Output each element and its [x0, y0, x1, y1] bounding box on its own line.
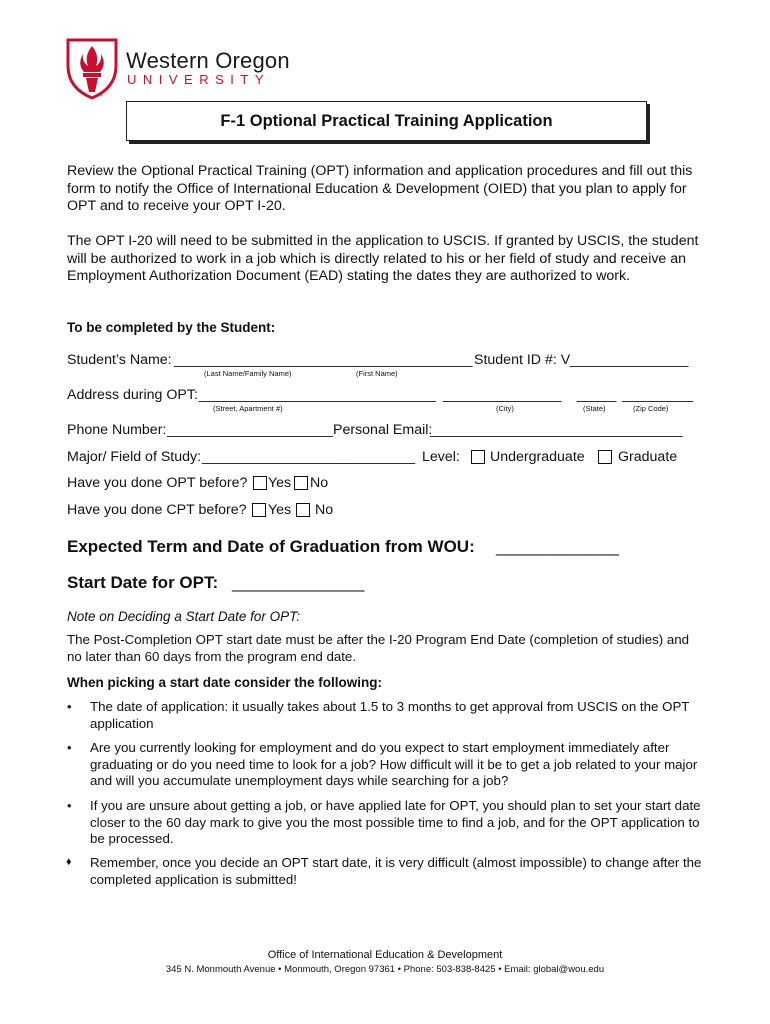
bullet-item-3: If you are unsure about getting a job, or have applied late for OPT, you should plan to set your start date closer to the 60 day mark to give you the most possible time to find a job, and for the OPT application to be processed.	[90, 798, 701, 846]
street-hint: (Street, Apartment #)	[213, 404, 283, 413]
opt-no-label: No	[310, 475, 329, 491]
graduation-date-label: Expected Term and Date of Graduation from WOU:	[67, 537, 475, 556]
bullet-marker: •	[67, 740, 72, 755]
bullet-marker: •	[67, 699, 72, 714]
cpt-before-question: Have you done CPT before?	[67, 502, 247, 518]
zip-hint: (Zip Code)	[633, 404, 669, 413]
email-field[interactable]: ________________________________	[430, 422, 683, 438]
university-torch-logo	[64, 36, 120, 102]
bullet-marker: •	[67, 798, 72, 813]
address-city-field[interactable]: _______________	[443, 387, 562, 403]
opt-before-question: Have you done OPT before?	[67, 475, 248, 491]
student-section-heading: To be completed by the Student:	[67, 320, 276, 335]
address-label: Address during OPT:	[67, 387, 198, 403]
note-heading: Note on Deciding a Start Date for OPT:	[67, 609, 301, 624]
level-label: Level:	[422, 449, 460, 465]
address-street-field[interactable]: ______________________________	[199, 387, 436, 403]
opt-yes-checkbox[interactable]	[253, 476, 267, 490]
intro-paragraph-1: Review the Optional Practical Training (OPT) information and application procedures and fill out this form to notify the Office of International Education & Development (OIED) that you plan to apply for OPT and to receive your OPT I-20.	[67, 163, 693, 215]
note-text: The Post-Completion OPT start date must be after the I-20 Program End Date (completion of studies) and no later than 60 days from the program end date.	[67, 632, 690, 664]
level-undergraduate-label: Undergraduate	[490, 449, 585, 465]
cpt-yes-label: Yes	[268, 502, 292, 518]
major-label: Major/ Field of Study:	[67, 449, 202, 465]
opt-yes-label: Yes	[268, 475, 292, 491]
consider-heading: When picking a start date consider the following:	[67, 675, 383, 690]
opt-start-date-field[interactable]: ______________	[232, 573, 365, 592]
bullet-item-2: Are you currently looking for employment and do you expect to start employment immediately after graduating or do you need time to look for a job? How difficult will it be to get a job related to your major and will you accumulate unemployment days while searching for a job?	[90, 740, 698, 788]
email-label: Personal Email:	[333, 422, 433, 438]
opt-no-checkbox[interactable]	[294, 476, 308, 490]
bullet-item-4: Remember, once you decide an OPT start date, it is very difficult (almost impossible) to change after the completed application is submitted!	[90, 855, 702, 887]
form-title: F-1 Optional Practical Training Application	[126, 101, 647, 141]
opt-start-date-label: Start Date for OPT:	[67, 573, 219, 592]
bullet-marker-diamond: ♦	[66, 856, 72, 868]
level-undergraduate-checkbox[interactable]	[471, 450, 485, 464]
bullet-item-1: The date of application: it usually takes about 1.5 to 3 months to get approval from USCIS on the OPT application	[90, 699, 690, 731]
student-id-label: Student ID #: V	[474, 352, 571, 368]
cpt-no-checkbox[interactable]	[296, 503, 310, 517]
address-zip-field[interactable]: _________	[622, 387, 694, 403]
student-id-field[interactable]: _______________	[570, 352, 689, 368]
student-last-name-field[interactable]: _______________________	[174, 352, 356, 368]
address-state-field[interactable]: _____	[577, 387, 617, 403]
logo-trademark: ™	[98, 94, 103, 100]
footer-office-name: Office of International Education & Development	[267, 949, 503, 961]
student-name-label: Student’s Name:	[67, 352, 172, 368]
cpt-yes-checkbox[interactable]	[252, 503, 266, 517]
logo-university-name: Western Oregon	[126, 48, 290, 73]
level-graduate-checkbox[interactable]	[598, 450, 612, 464]
phone-label: Phone Number:	[67, 422, 167, 438]
graduation-date-field[interactable]: _____________	[496, 537, 619, 556]
student-first-name-field[interactable]: _______________	[354, 352, 473, 368]
major-field[interactable]: ___________________________	[202, 449, 416, 465]
city-hint: (City)	[496, 404, 514, 413]
level-graduate-label: Graduate	[618, 449, 678, 465]
phone-field[interactable]: _____________________	[167, 422, 333, 438]
intro-paragraph-2: The OPT I-20 will need to be submitted in the application to USCIS. If granted by USCIS, the student will be authorized to work in a job which is directly related to his or her field of study and receive an Employment Authorization Document (EAD) stating the dates they are authorized to work.	[67, 233, 699, 285]
cpt-no-label: No	[315, 502, 334, 518]
last-name-hint: (Last Name/Family Name)	[204, 369, 292, 378]
state-hint: (State)	[583, 404, 606, 413]
logo-university-subtitle: UNIVERSITY	[127, 72, 271, 87]
first-name-hint: (First Name)	[356, 369, 398, 378]
footer-contact-info: 345 N. Monmouth Avenue • Monmouth, Oregon 97361 • Phone: 503-838-8425 • Email: global@wou.edu	[165, 964, 605, 975]
